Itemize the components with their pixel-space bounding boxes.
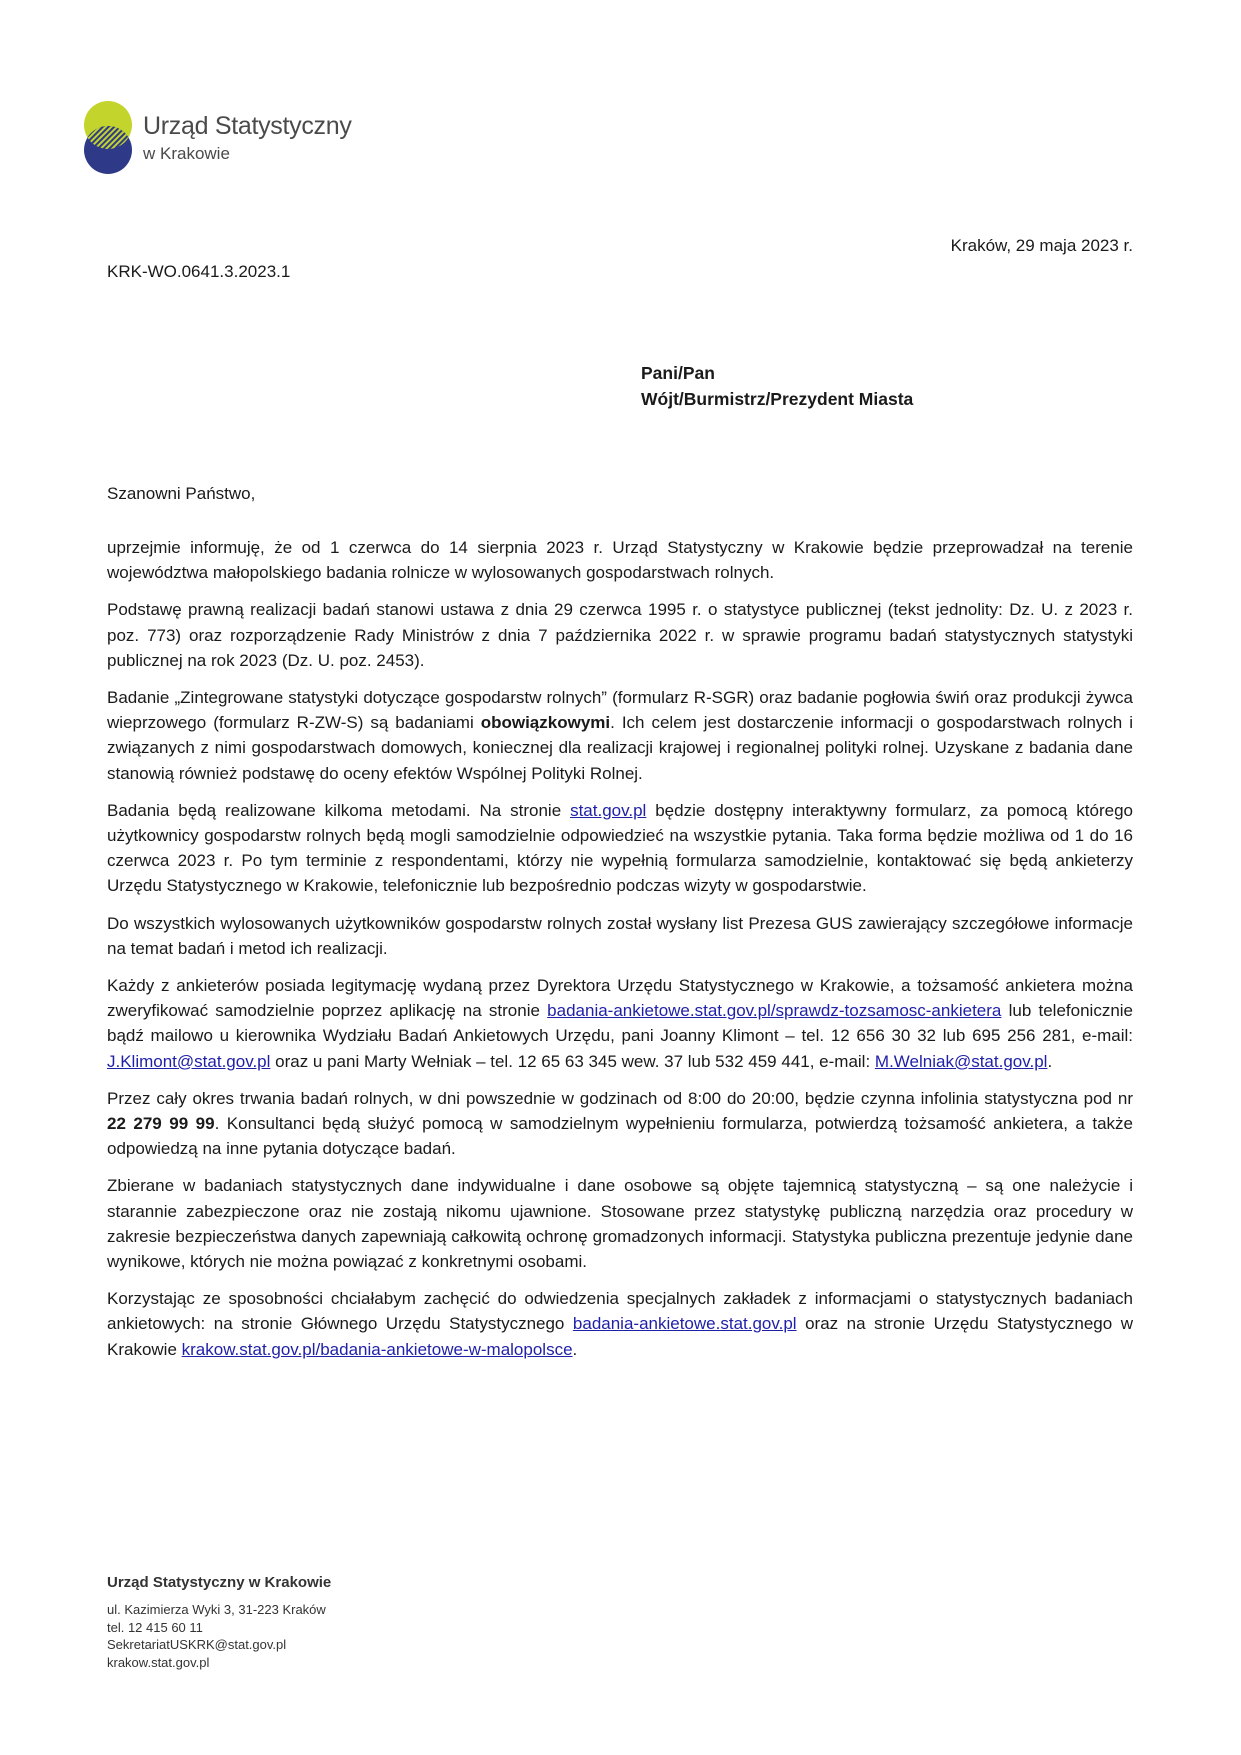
emphasis-mandatory: obowiązkowymi — [480, 713, 611, 733]
text: Przez cały okres trwania badań rolnych, w dni powszednie w godzinach od 8:00 do 20:00, będzie czynna infolinia statystyczna pod nr — [107, 1088, 1133, 1108]
paragraph-closing — [107, 1286, 1133, 1362]
text: oraz u pani Marty Wełniak – tel. 12 65 63 345 wew. 37 lub 532 459 441, e-mail: — [270, 1051, 875, 1071]
reference-number: KRK-WO.0641.3.2023.1 — [107, 262, 291, 281]
addressee — [641, 360, 913, 412]
paragraph-interviewer-verification — [107, 973, 1133, 1074]
footer-website: krakow.stat.gov.pl — [107, 1654, 210, 1670]
text: lub telefonicznie bądź mailowo u kierownika Wydziału Badań Ankietowych Urzędu, pani Joanny Klimont – tel. 12 656 30 32 lub 695 256 281, e-mail: — [107, 1001, 1133, 1046]
link-email-welniak[interactable]: M.Welniak@stat.gov.pl — [874, 1051, 1048, 1071]
letter-date: Kraków, 29 maja 2023 r. — [950, 236, 1133, 255]
footer-email: SekretariatUSKRK@stat.gov.pl — [107, 1637, 287, 1652]
text: Każdy z ankieterów posiada legitymację wydaną przez Dyrektora Urzędu Statystycznego w Krakowie, a tożsamość ankietera można zweryfikować samodzielnie poprzez aplikację na stronie — [107, 976, 1133, 1021]
text: oraz na stronie Urzędu Statystycznego w Krakowie — [107, 1314, 1134, 1359]
text: . Konsultanci będą służyć pomocą w samodzielnym wypełnieniu formularza, potwierdzą tożsamość ankietera, a także odpowiedzą na inne pytania dotyczące badań. — [107, 1114, 1134, 1159]
text: Badania będą realizowane kilkoma metodami. Na stronie — [107, 800, 571, 820]
text: Badanie „Zintegrowane statystyki dotyczące gospodarstw rolnych” (formularz R-SGR) oraz badanie pogłowia świń oraz produkcji żywca wieprzowego (formularz R-ZW-S) są badaniami — [107, 688, 1133, 733]
footer-phone: tel. 12 415 60 11 — [107, 1619, 203, 1635]
salutation: Szanowni Państwo, — [107, 484, 256, 503]
paragraph-legal-basis: Podstawę prawną realizacji badań stanowi ustawa z dnia 29 czerwca 1995 r. o statystyce publicznej (tekst jednolity: Dz. U. z 2023 r. poz. 773) oraz rozporządzenie Rady Ministrów z dnia 7 października 2022 r. w sprawie programu badań statystycznych statystyki publicznej na rok 2023 (Dz. U. poz. 2453). — [107, 600, 1133, 670]
gus-circles-logo-icon — [83, 100, 135, 175]
paragraph-confidentiality: Zbierane w badaniach statystycznych dane indywidualne i dane osobowe są objęte tajemnicą statystyczną – są one należycie i starannie zabezpieczone oraz nie zostają nikomu ujawnione. Stosowane przez statystykę publiczną narzędzia oraz procedury w zakresie bezpieczeństwa danych zapewniają całkowitą ochronę gromadzonych informacji. Statystyka publiczna prezentuje jedynie dane wynikowe, których nie można powiązać z konkretnymi osobami. — [107, 1176, 1133, 1272]
text: . Ich celem jest dostarczenie informacji o gospodarstwach rolnych i związanych z nimi gospodarstwach domowych, koniecznej dla realizacji krajowej i regionalnej polityki rolnej. Uzyskane z badania dane stanowią również podstawę do oceny efektów Wspólnej Polityki Rolnej. — [107, 713, 1134, 783]
logo-title: Urząd Statystyczny — [143, 112, 352, 140]
addressee-line-2: Wójt/Burmistrz/Prezydent Miasta — [641, 389, 914, 409]
link-email-klimont[interactable]: J.Klimont@stat.gov.pl — [107, 1051, 271, 1071]
footer-contact — [107, 1574, 331, 1671]
paragraph-letter-sent: Do wszystkich wylosowanych użytkowników gospodarstw rolnych został wysłany list Prezesa GUS zawierający szczegółowe informacje na temat badań i metod ich realizacji. — [107, 913, 1133, 958]
paragraph-survey-description — [107, 685, 1133, 786]
letter-body — [107, 535, 1133, 1374]
addressee-line-1: Pani/Pan — [641, 363, 715, 383]
link-verify-interviewer[interactable]: badania-ankietowe.stat.gov.pl/sprawdz-tozsamosc-ankietera — [547, 1001, 1002, 1021]
hotline-number: 22 279 99 99 — [107, 1114, 215, 1134]
paragraph-methods — [107, 798, 1133, 899]
text: . — [1047, 1051, 1053, 1071]
text: . — [572, 1339, 578, 1359]
link-krakow-badania[interactable]: krakow.stat.gov.pl/badania-ankietowe-w-malopolsce — [181, 1339, 573, 1359]
text: Korzystając ze sposobności chciałabym zachęcić do odwiedzenia specjalnych zakładek z informacjami o statystycznych badaniach ankietowych: na stronie Głównego Urzędu Statystycznego — [107, 1289, 1133, 1334]
office-logo — [83, 100, 352, 175]
link-badania-ankietowe[interactable]: badania-ankietowe.stat.gov.pl — [572, 1314, 797, 1334]
link-stat-gov[interactable]: stat.gov.pl — [570, 800, 647, 820]
paragraph-intro: uprzejmie informuję, że od 1 czerwca do 14 sierpnia 2023 r. Urząd Statystyczny w Krakowie będzie przeprowadzał na terenie województwa małopolskiego badania rolnicze w wylosowanych gospodarstwach rolnych. — [107, 538, 1133, 583]
logo-subtitle: w Krakowie — [143, 144, 230, 163]
paragraph-hotline — [107, 1086, 1133, 1162]
text: będzie dostępny interaktywny formularz, za pomocą którego użytkownicy gospodarstw rolnych będą mogli samodzielnie odpowiedzieć na wszystkie pytania. Taka forma będzie możliwa od 1 do 16 czerwca 2023 r. Po tym terminie z respondentami, którzy nie wypełnią formularza samodzielnie, kontaktować się będą ankieterzy Urzędu Statystycznego w Krakowie, telefonicznie lub bezpośrednio podczas wizyty w gospodarstwie. — [107, 800, 1133, 896]
footer-title: Urząd Statystyczny w Krakowie — [107, 1574, 332, 1591]
footer-address: ul. Kazimierza Wyki 3, 31-223 Kraków — [107, 1602, 326, 1617]
